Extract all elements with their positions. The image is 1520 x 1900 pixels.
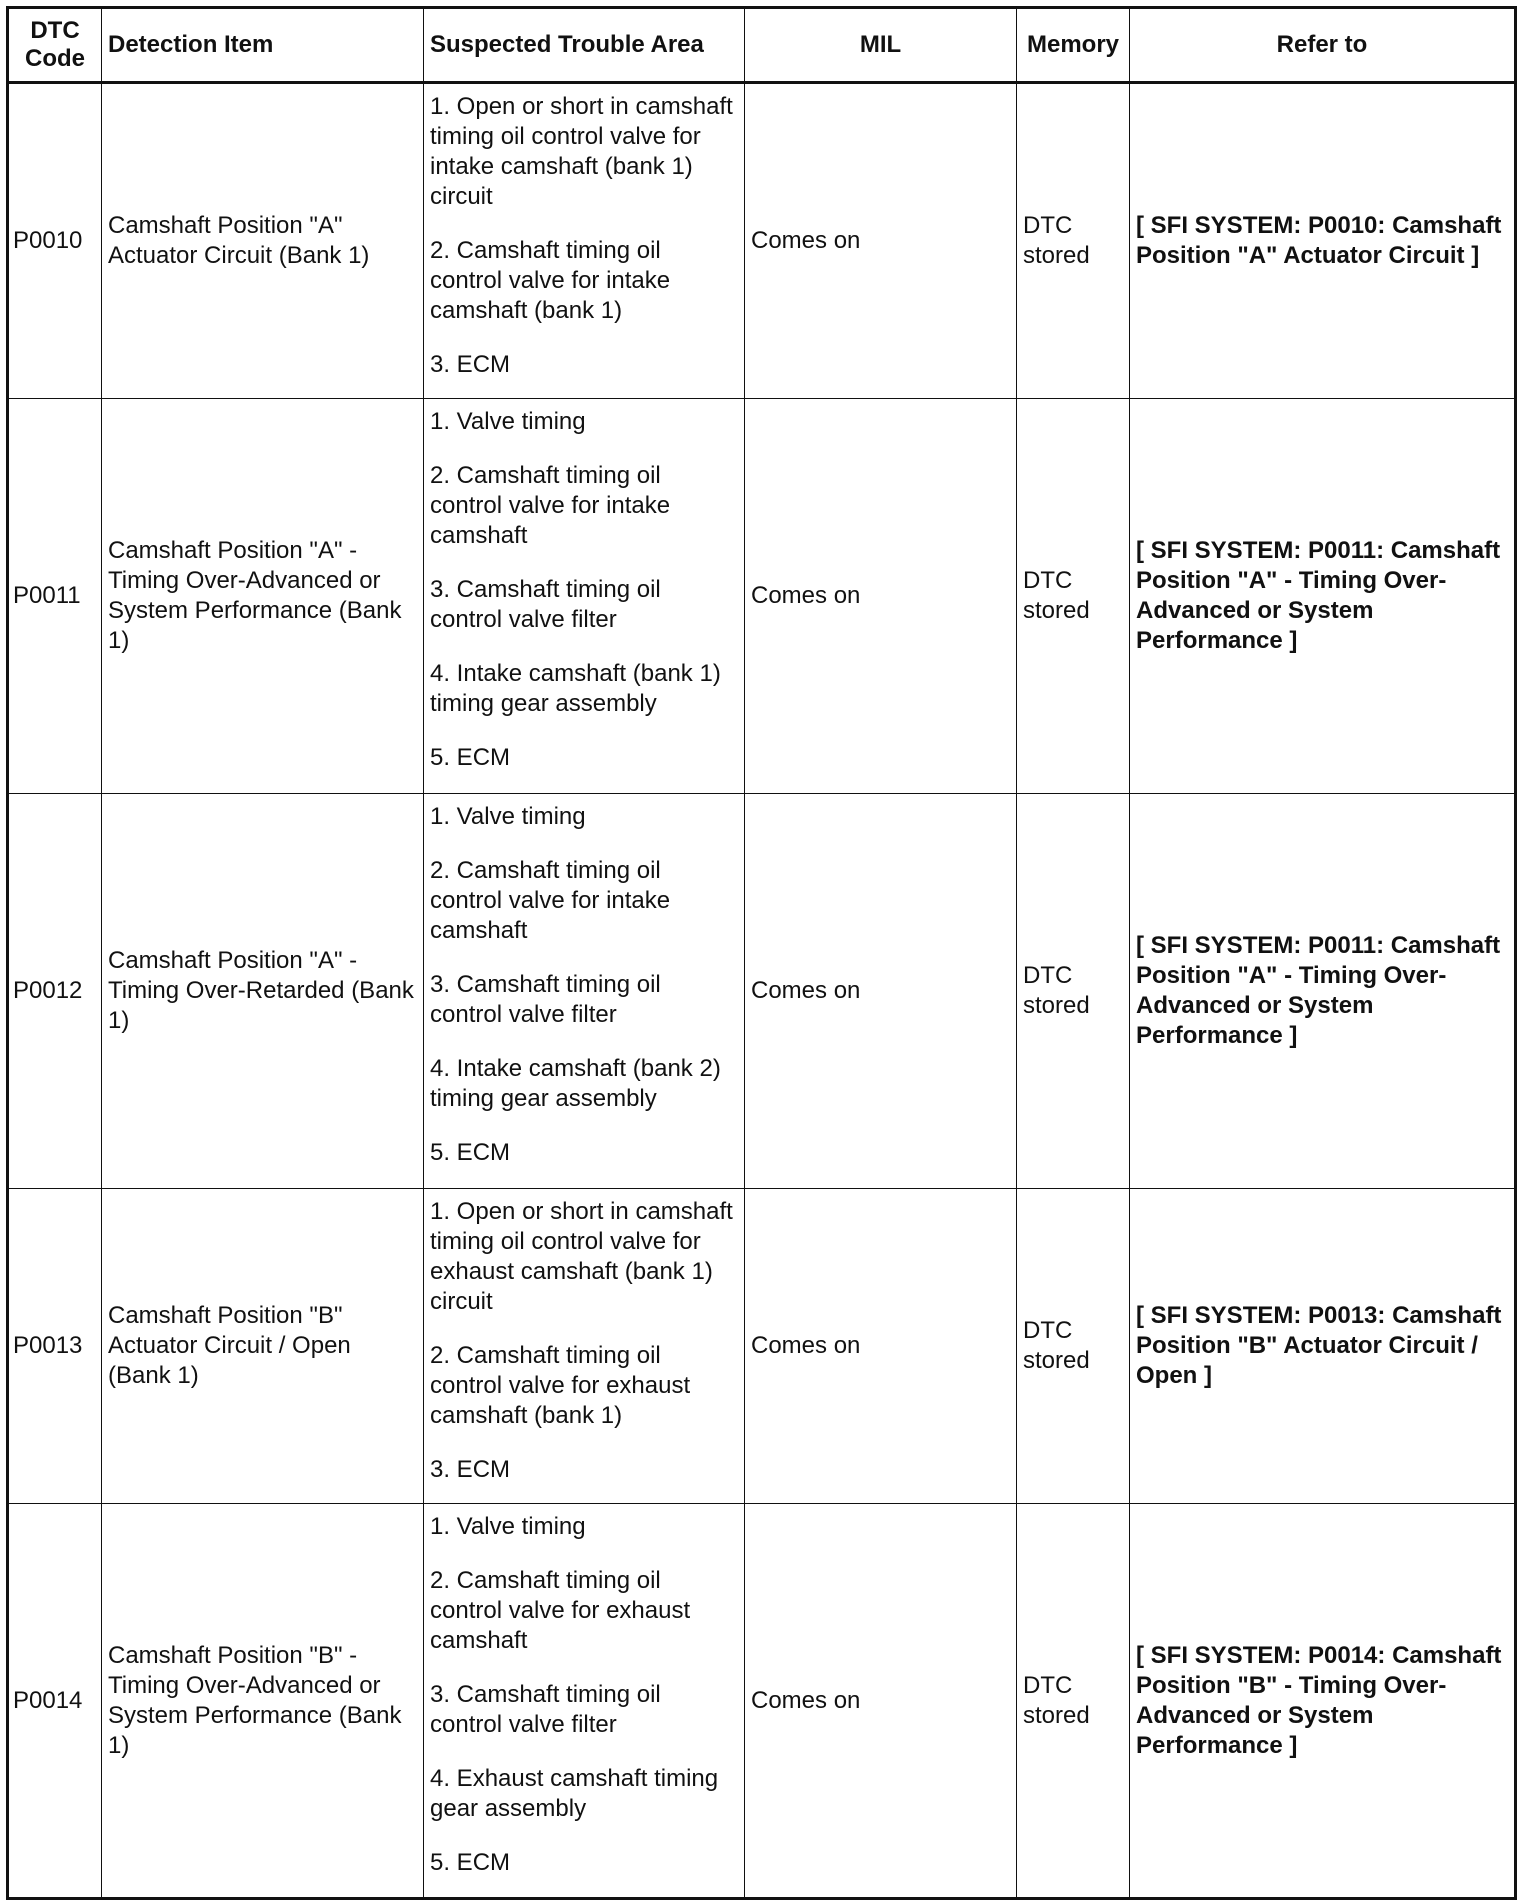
memory-cell: DTC stored <box>1017 1504 1130 1899</box>
dtc-table <box>6 6 1517 1900</box>
trouble-area-item: 5. ECM <box>430 744 511 771</box>
trouble-area-item: 5. ECM <box>430 1849 511 1876</box>
table-row <box>8 399 1516 794</box>
trouble-area-item: 1. Valve timing <box>430 803 586 830</box>
dtc-code-cell: P0013 <box>8 1189 102 1504</box>
trouble-area-item: 2. Camshaft timing oil control valve for intake camshaft <box>430 857 671 944</box>
trouble-area-item: 4. Intake camshaft (bank 2) timing gear assembly <box>430 1055 721 1112</box>
detection-item-cell: Camshaft Position "A" Actuator Circuit (Bank 1) <box>102 83 424 399</box>
mil-cell: Comes on <box>745 1189 1017 1504</box>
header-detection-item: Detection Item <box>102 8 424 83</box>
trouble-area-cell <box>424 794 745 1189</box>
trouble-area-item: 3. Camshaft timing oil control valve filter <box>430 1681 661 1738</box>
dtc-code-cell: P0010 <box>8 83 102 399</box>
table-row <box>8 1189 1516 1504</box>
trouble-area-item: 3. ECM <box>430 1456 511 1483</box>
trouble-area-item: 1. Valve timing <box>430 1513 586 1540</box>
refer-to-link[interactable]: [ SFI SYSTEM: P0014: Camshaft Position "B" - Timing Over-Advanced or System Performance ] <box>1130 1504 1516 1899</box>
detection-item-cell: Camshaft Position "B" Actuator Circuit / Open (Bank 1) <box>102 1189 424 1504</box>
trouble-area-item: 2. Camshaft timing oil control valve for exhaust camshaft (bank 1) <box>430 1342 691 1429</box>
mil-cell: Comes on <box>745 83 1017 399</box>
refer-to-link[interactable]: [ SFI SYSTEM: P0010: Camshaft Position "A" Actuator Circuit ] <box>1130 83 1516 399</box>
memory-cell: DTC stored <box>1017 794 1130 1189</box>
header-mil: MIL <box>745 8 1017 83</box>
trouble-area-item: 2. Camshaft timing oil control valve for intake camshaft (bank 1) <box>430 237 671 324</box>
trouble-area-item: 3. ECM <box>430 351 511 378</box>
trouble-area-cell <box>424 399 745 794</box>
mil-cell: Comes on <box>745 1504 1017 1899</box>
trouble-area-item: 1. Open or short in camshaft timing oil control valve for exhaust camshaft (bank 1) circuit <box>430 1198 733 1315</box>
trouble-area-item: 1. Valve timing <box>430 408 586 435</box>
refer-to-link[interactable]: [ SFI SYSTEM: P0011: Camshaft Position "A" - Timing Over-Advanced or System Performance ] <box>1130 399 1516 794</box>
memory-cell: DTC stored <box>1017 1189 1130 1504</box>
trouble-area-item: 3. Camshaft timing oil control valve filter <box>430 576 661 633</box>
mil-cell: Comes on <box>745 399 1017 794</box>
dtc-code-cell: P0012 <box>8 794 102 1189</box>
trouble-area-item: 1. Open or short in camshaft timing oil control valve for intake camshaft (bank 1) circuit <box>430 93 733 210</box>
memory-cell: DTC stored <box>1017 83 1130 399</box>
refer-to-link[interactable]: [ SFI SYSTEM: P0011: Camshaft Position "A" - Timing Over-Advanced or System Performance ] <box>1130 794 1516 1189</box>
trouble-area-item: 5. ECM <box>430 1139 511 1166</box>
header-suspected-trouble-area: Suspected Trouble Area <box>424 8 745 83</box>
dtc-code-cell: P0011 <box>8 399 102 794</box>
trouble-area-item: 2. Camshaft timing oil control valve for intake camshaft <box>430 462 671 549</box>
dtc-code-cell: P0014 <box>8 1504 102 1899</box>
detection-item-cell: Camshaft Position "B" - Timing Over-Advanced or System Performance (Bank 1) <box>102 1504 424 1899</box>
header-dtc-code: DTC Code <box>8 8 102 83</box>
detection-item-cell: Camshaft Position "A" - Timing Over-Retarded (Bank 1) <box>102 794 424 1189</box>
header-refer-to: Refer to <box>1130 8 1516 83</box>
mil-cell: Comes on <box>745 794 1017 1189</box>
trouble-area-item: 4. Intake camshaft (bank 1) timing gear assembly <box>430 660 721 717</box>
memory-cell: DTC stored <box>1017 399 1130 794</box>
dtc-document <box>6 6 1514 1876</box>
table-row <box>8 1504 1516 1899</box>
trouble-area-cell <box>424 1189 745 1504</box>
trouble-area-cell <box>424 1504 745 1899</box>
trouble-area-item: 3. Camshaft timing oil control valve filter <box>430 971 661 1028</box>
table-header-row <box>8 8 1516 83</box>
table-row <box>8 83 1516 399</box>
header-memory: Memory <box>1017 8 1130 83</box>
trouble-area-cell <box>424 83 745 399</box>
table-row <box>8 794 1516 1189</box>
refer-to-link[interactable]: [ SFI SYSTEM: P0013: Camshaft Position "B" Actuator Circuit / Open ] <box>1130 1189 1516 1504</box>
trouble-area-item: 4. Exhaust camshaft timing gear assembly <box>430 1765 719 1822</box>
detection-item-cell: Camshaft Position "A" - Timing Over-Advanced or System Performance (Bank 1) <box>102 399 424 794</box>
trouble-area-item: 2. Camshaft timing oil control valve for exhaust camshaft <box>430 1567 691 1654</box>
